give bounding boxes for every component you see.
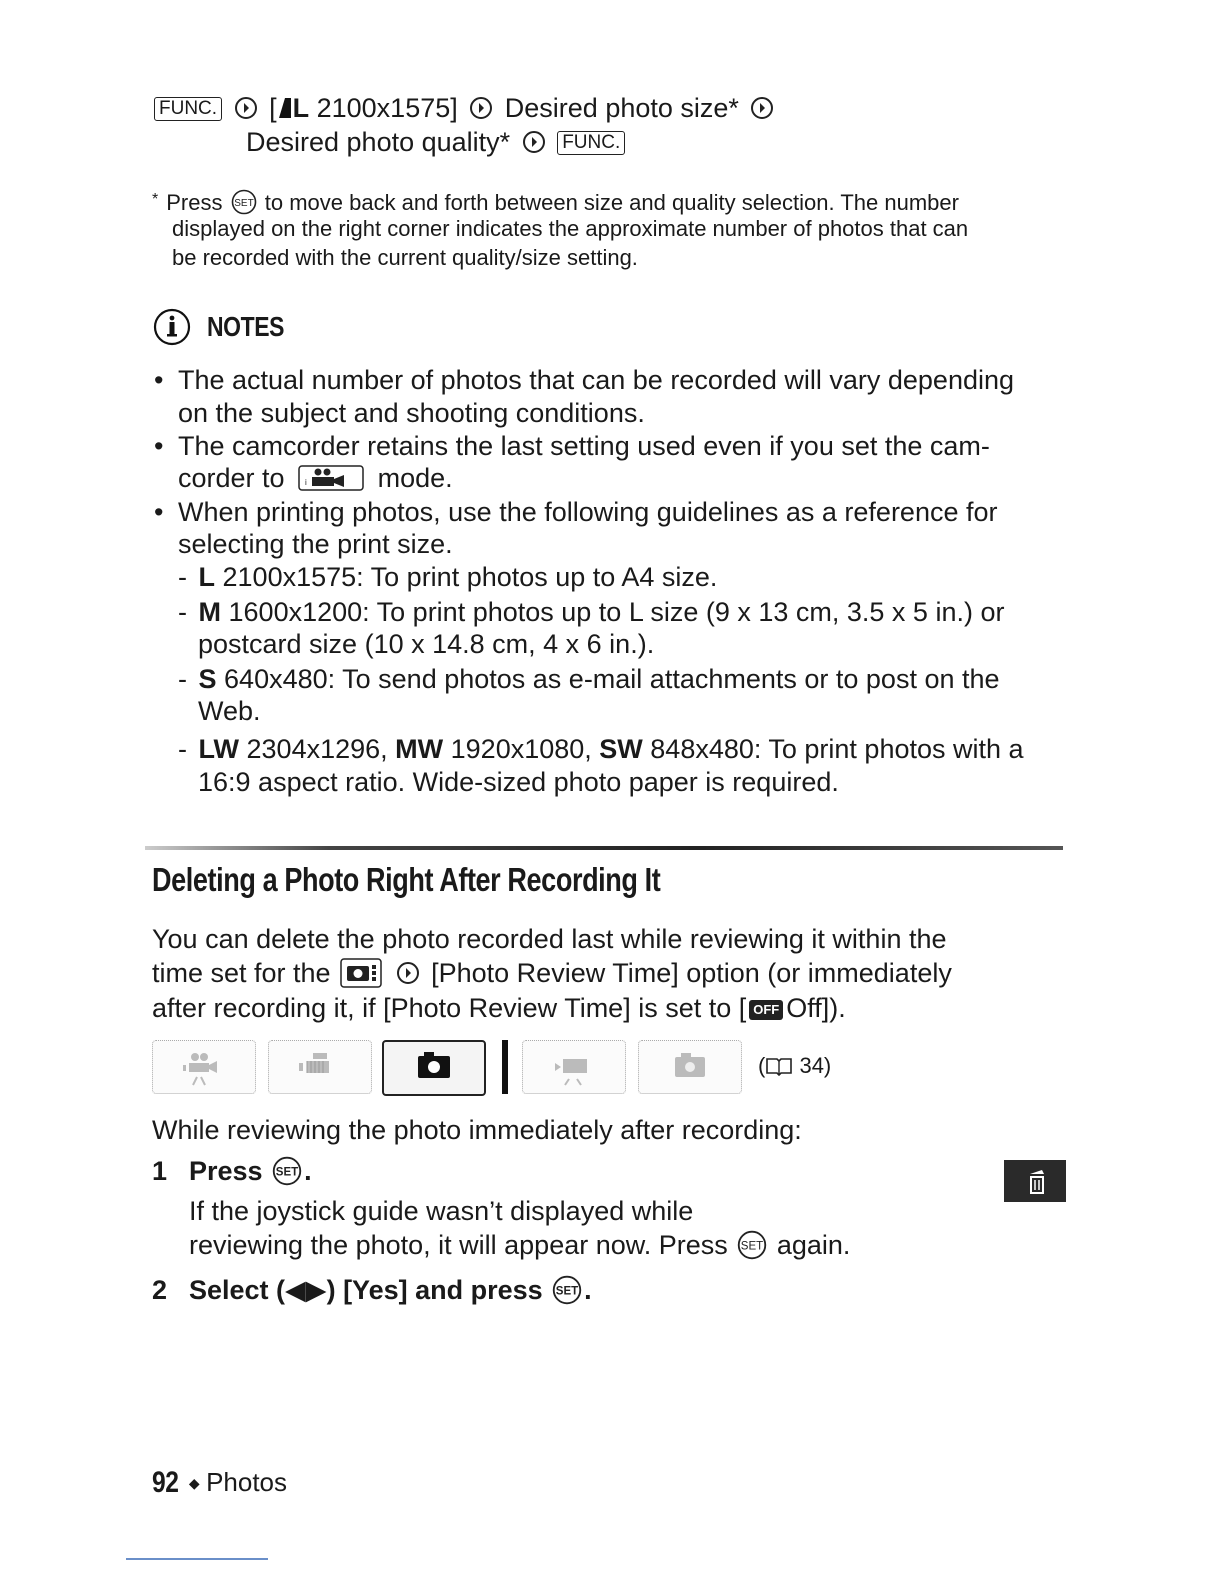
bullet-1-line-1: The actual number of photos that can be recorded will vary depending <box>178 365 1015 395</box>
paren-open: ( <box>758 1053 766 1078</box>
footer-section-name: Photos <box>206 1467 288 1497</box>
mode-icon-photo-active <box>382 1040 486 1096</box>
size-value: 2100x1575] <box>309 93 458 123</box>
svg-text:i: i <box>305 478 307 487</box>
size-key-l: L <box>198 562 216 592</box>
book-reference-icon <box>765 1056 793 1076</box>
size-key-lw: LW <box>198 734 240 764</box>
notes-bullet-3 <box>154 496 998 528</box>
footer-diamond: ◆ <box>188 1475 200 1491</box>
footnote-line-1: to move back and forth between size and quality selection. The number <box>264 190 959 215</box>
svg-text:SET: SET <box>555 1285 579 1298</box>
playback-video-mode-icon <box>523 1041 625 1093</box>
size-key-mw: MW <box>395 734 444 764</box>
paragraph-text-a: time set for the <box>152 958 331 988</box>
size-item-wide-line-2: 16:9 aspect ratio. Wide-sized photo paper is required. <box>198 767 839 797</box>
delete-badge <box>1004 1160 1066 1202</box>
bullet-2-line-2 <box>178 462 453 494</box>
bullet-3-line-1: When printing photos, use the following guidelines as a reference for <box>178 497 998 527</box>
page-reference <box>758 1052 831 1080</box>
size-item-mw-text: 1920x1080, <box>443 734 600 764</box>
size-item-sw-text: 848x480: To print photos with a <box>642 734 1024 764</box>
mode-icon-video-auto <box>152 1040 256 1094</box>
footnote-star: * <box>152 191 159 208</box>
paragraph-text-d: Off]). <box>786 993 846 1023</box>
footnote-line-2: displayed on the right corner indicates the approximate number of photos that can <box>172 216 969 241</box>
func-button-label: FUNC. <box>154 97 222 121</box>
mode-icon-playback-photo <box>638 1040 742 1094</box>
info-icon <box>153 308 191 346</box>
svg-text:SET: SET <box>275 1166 299 1179</box>
section-title: Deleting a Photo Right After Recording It <box>152 861 661 898</box>
step-1-desc-a: reviewing the photo, it will appear now. Press <box>189 1230 728 1260</box>
set-button-icon <box>231 189 257 215</box>
dash: - <box>178 562 187 592</box>
next-step-arrow-icon <box>522 130 546 154</box>
header-line-1 <box>154 92 778 124</box>
notes-bullet-2 <box>154 430 990 462</box>
step-2-label: Select (◀▶) [Yes] and press <box>189 1275 543 1305</box>
still-image-quality-icon <box>277 96 293 120</box>
video-manual-mode-icon <box>269 1041 371 1093</box>
step-1-desc-line-1: If the joystick guide wasn’t displayed while <box>189 1196 694 1226</box>
page-footer <box>152 1466 287 1499</box>
bullet-2-text-b: mode. <box>377 463 453 493</box>
footnote-press: Press <box>166 190 223 215</box>
size-key-s: S <box>198 664 217 694</box>
bullet-dot: • <box>154 431 164 461</box>
desired-quality-text: Desired photo quality* <box>246 127 511 157</box>
playback-photo-mode-icon <box>639 1041 741 1093</box>
step-1-heading <box>189 1155 312 1187</box>
mode-separator <box>502 1040 508 1094</box>
size-letter: L <box>292 93 310 123</box>
size-item-lw-text: 2304x1296, <box>239 734 396 764</box>
bullet-dot: • <box>154 497 164 527</box>
size-item-s-line-2: Web. <box>198 696 261 726</box>
section-paragraph-line-2 <box>152 957 952 989</box>
notes-bullet-1 <box>154 364 1015 396</box>
dash: - <box>178 597 187 627</box>
bullet-1-line-2: on the subject and shooting conditions. <box>178 398 645 428</box>
dash: - <box>178 734 187 764</box>
desired-size-text: Desired photo size* <box>504 93 739 123</box>
svg-text:SET: SET <box>233 198 254 209</box>
bullet-2-line-1: The camcorder retains the last setting used even if you set the cam- <box>178 431 990 461</box>
video-auto-mode-icon <box>153 1041 255 1093</box>
paragraph-text-b: [Photo Review Time] option (or immediately <box>431 958 952 988</box>
video-mode-icon <box>298 465 364 491</box>
step-2-number: 2 <box>152 1275 168 1305</box>
section-divider <box>145 846 1063 850</box>
next-step-arrow-icon <box>469 96 493 120</box>
footnote <box>152 186 959 217</box>
camera-menu-icon <box>340 958 382 988</box>
next-step-arrow-icon <box>234 96 258 120</box>
svg-text:SET: SET <box>741 1240 764 1253</box>
size-item-wide <box>178 733 1024 765</box>
step-1-number: 1 <box>152 1156 168 1186</box>
off-badge: OFF <box>749 1000 783 1020</box>
size-item-l-text: 2100x1575: To print photos up to A4 size. <box>215 562 718 592</box>
set-button-icon <box>272 1156 302 1186</box>
section-paragraph-line-3 <box>152 992 846 1024</box>
next-step-arrow-icon <box>396 961 420 985</box>
step-2-heading <box>189 1274 592 1306</box>
step-1-label: Press <box>189 1156 263 1186</box>
size-item-m <box>178 596 1004 628</box>
page-number: 92 <box>152 1466 179 1499</box>
bullet-3-line-2: selecting the print size. <box>178 529 453 559</box>
footnote-line-3: be recorded with the current quality/size setting. <box>172 245 638 270</box>
set-button-icon <box>737 1230 767 1260</box>
step-1-desc-line-2 <box>189 1229 850 1261</box>
func-button-label: FUNC. <box>557 131 625 155</box>
photo-mode-icon <box>384 1042 484 1094</box>
while-reviewing-text: While reviewing the photo immediately after recording: <box>152 1115 802 1145</box>
step-2-period: . <box>584 1275 592 1305</box>
mode-icon-playback-video <box>522 1040 626 1094</box>
paragraph-text-c: after recording it, if [Photo Review Time] is set to [ <box>152 993 747 1023</box>
header-line-2 <box>246 126 625 158</box>
next-step-arrow-icon <box>750 96 774 120</box>
size-item-m-text: 1600x1200: To print photos up to L size (9 x 13 cm, 3.5 x 5 in.) or <box>221 597 1005 627</box>
trash-delete-icon <box>1004 1160 1066 1202</box>
bracket-open: [ <box>269 93 277 123</box>
size-item-s-text: 640x480: To send photos as e-mail attachments or to post on the <box>216 664 1000 694</box>
dash: - <box>178 664 187 694</box>
size-item-s <box>178 663 1000 695</box>
size-key-m: M <box>198 597 222 627</box>
page-ref-number: 34) <box>799 1053 832 1078</box>
size-key-sw: SW <box>599 734 643 764</box>
notes-title: NOTES <box>207 311 285 342</box>
size-item-l <box>178 561 717 593</box>
section-paragraph-line-1: You can delete the photo recorded last while reviewing it within the <box>152 924 947 954</box>
step-1-period: . <box>304 1156 312 1186</box>
bullet-dot: • <box>154 365 164 395</box>
bullet-2-text-a: corder to <box>178 463 285 493</box>
mode-icon-video <box>268 1040 372 1094</box>
footer-rule <box>126 1558 268 1560</box>
section-title-wrap <box>152 860 772 900</box>
step-1-desc-b: again. <box>776 1230 851 1260</box>
size-item-m-line-2: postcard size (10 x 14.8 cm, 4 x 6 in.). <box>198 629 655 659</box>
set-button-icon <box>552 1275 582 1305</box>
